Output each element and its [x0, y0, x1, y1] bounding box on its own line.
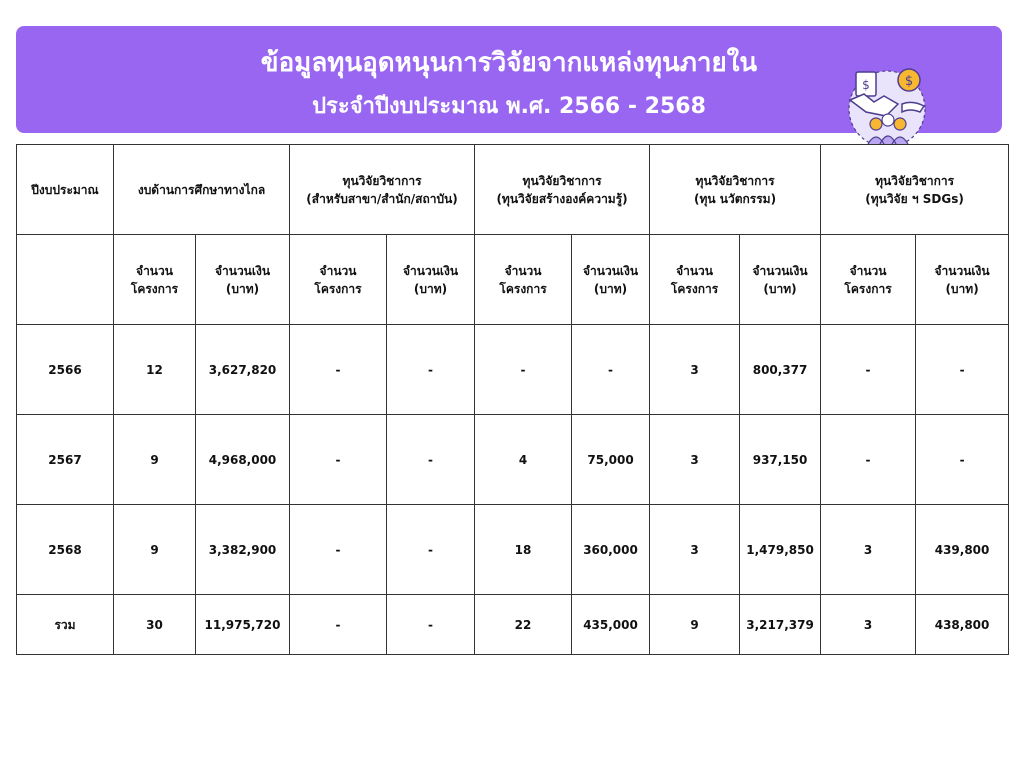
svg-text:$: $: [904, 74, 914, 89]
amount-cell: -: [916, 415, 1009, 505]
table-row: [17, 325, 1009, 415]
count-cell: 3: [650, 325, 740, 415]
amount-cell: 75,000: [572, 415, 650, 505]
amount-cell: 3,382,900: [196, 505, 290, 595]
count-cell: 3: [821, 505, 916, 595]
header-year: ปีงบประมาณ: [17, 145, 114, 235]
table-row: [17, 415, 1009, 505]
amount-cell: -: [387, 415, 475, 505]
amount-cell: 800,377: [740, 325, 821, 415]
header-distance-education: งบด้านการศึกษาทางไกล: [114, 145, 290, 235]
subheader-count: จำนวน โครงการ: [821, 235, 916, 325]
count-cell: -: [475, 325, 572, 415]
subheader-amount: จำนวนเงิน (บาท): [572, 235, 650, 325]
subheader-count: จำนวน โครงการ: [650, 235, 740, 325]
count-cell: -: [290, 415, 387, 505]
amount-cell: 11,975,720: [196, 595, 290, 655]
amount-cell: 3,627,820: [196, 325, 290, 415]
amount-cell: -: [387, 325, 475, 415]
subheader-amount: จำนวนเงิน (บาท): [740, 235, 821, 325]
count-cell: 9: [114, 415, 196, 505]
page-title: ข้อมูลทุนอุดหนุนการวิจัยจากแหล่งทุนภายใน: [260, 48, 758, 78]
header-empty-cell: [17, 235, 114, 325]
subheader-count: จำนวน โครงการ: [290, 235, 387, 325]
count-cell: 22: [475, 595, 572, 655]
total-label-cell: รวม: [17, 595, 114, 655]
header-knowledge-creation: ทุนวิจัยวิชาการ (ทุนวิจัยสร้างองค์ความรู้): [475, 145, 650, 235]
amount-cell: -: [387, 595, 475, 655]
amount-cell: 4,968,000: [196, 415, 290, 505]
year-cell: 2566: [17, 325, 114, 415]
subheader-amount: จำนวนเงิน (บาท): [916, 235, 1009, 325]
subheader-amount: จำนวนเงิน (บาท): [196, 235, 290, 325]
count-cell: 9: [650, 595, 740, 655]
page-subtitle: ประจำปีงบประมาณ พ.ศ. 2566 - 2568: [312, 94, 706, 119]
count-cell: -: [290, 505, 387, 595]
amount-cell: 1,479,850: [740, 505, 821, 595]
amount-cell: 3,217,379: [740, 595, 821, 655]
count-cell: -: [290, 595, 387, 655]
amount-cell: 937,150: [740, 415, 821, 505]
header-innovation: ทุนวิจัยวิชาการ (ทุน นวัตกรรม): [650, 145, 821, 235]
total-row: [17, 595, 1009, 655]
count-cell: -: [821, 325, 916, 415]
year-cell: 2568: [17, 505, 114, 595]
header-academic-units: ทุนวิจัยวิชาการ (สำหรับสาขา/สำนัก/สถาบัน): [290, 145, 475, 235]
count-cell: 9: [114, 505, 196, 595]
count-cell: -: [821, 415, 916, 505]
count-cell: 30: [114, 595, 196, 655]
subheader-count: จำนวน โครงการ: [475, 235, 572, 325]
svg-text:$: $: [862, 78, 870, 92]
amount-cell: 360,000: [572, 505, 650, 595]
count-cell: 3: [821, 595, 916, 655]
count-cell: -: [290, 325, 387, 415]
count-cell: 4: [475, 415, 572, 505]
funding-table: [16, 144, 1009, 655]
count-cell: 3: [650, 415, 740, 505]
title-banner: [16, 26, 1002, 133]
amount-cell: 438,800: [916, 595, 1009, 655]
count-cell: 18: [475, 505, 572, 595]
count-cell: 12: [114, 325, 196, 415]
subheader-amount: จำนวนเงิน (บาท): [387, 235, 475, 325]
subheader-count: จำนวน โครงการ: [114, 235, 196, 325]
amount-cell: 435,000: [572, 595, 650, 655]
amount-cell: -: [387, 505, 475, 595]
table-row: [17, 505, 1009, 595]
amount-cell: -: [916, 325, 1009, 415]
handshake-money-people-icon: [842, 64, 932, 150]
amount-cell: 439,800: [916, 505, 1009, 595]
amount-cell: -: [572, 325, 650, 415]
count-cell: 3: [650, 505, 740, 595]
header-sdgs: ทุนวิจัยวิชาการ (ทุนวิจัย ฯ SDGs): [821, 145, 1009, 235]
year-cell: 2567: [17, 415, 114, 505]
